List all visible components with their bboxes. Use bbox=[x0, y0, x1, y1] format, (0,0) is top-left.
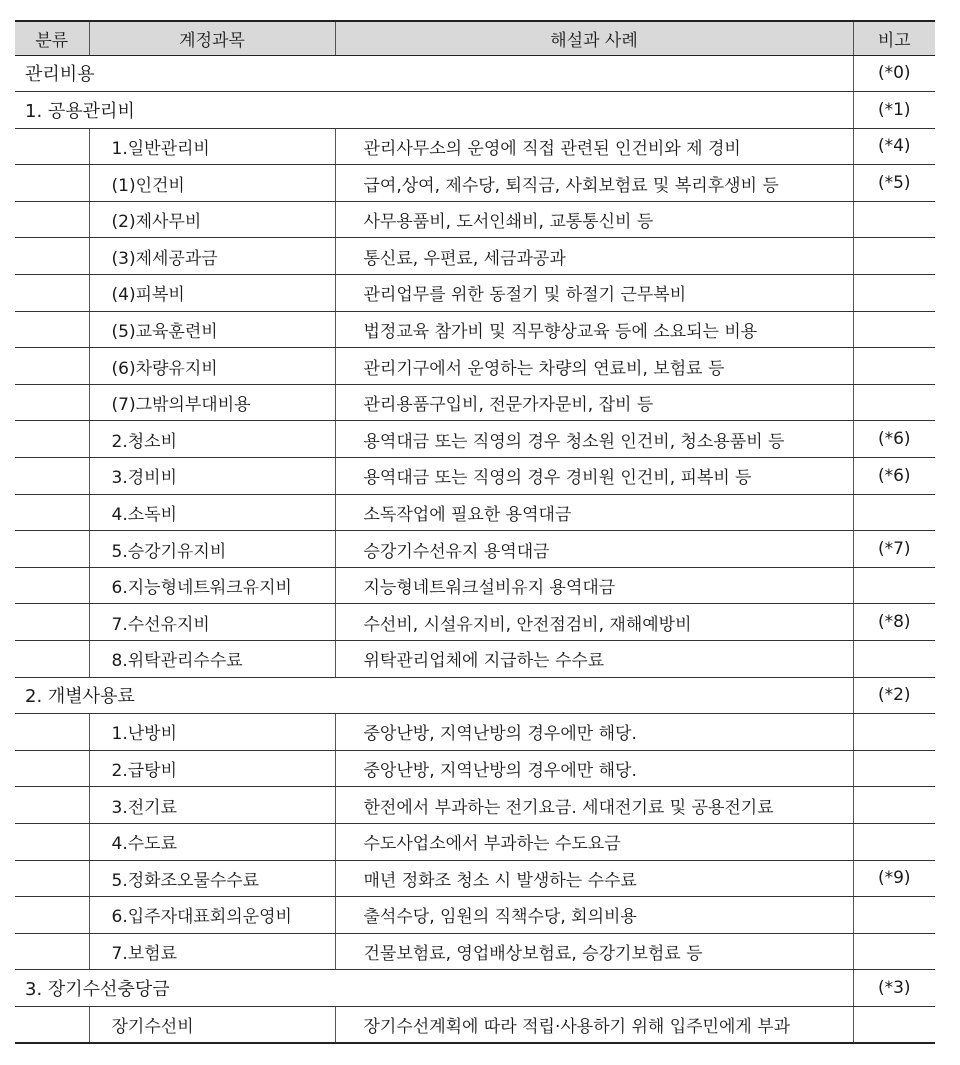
note-cell: (*6) bbox=[853, 458, 935, 495]
description-cell: 건물보험료, 영업배상보험료, 승강기보험료 등 bbox=[335, 933, 853, 970]
section-label: 3. 장기수선충당금 bbox=[15, 970, 853, 1007]
note-cell bbox=[853, 494, 935, 531]
category-indent-cell bbox=[15, 311, 89, 348]
table-row bbox=[15, 750, 935, 787]
table-row bbox=[15, 311, 935, 348]
description-cell: 통신료, 우편료, 세금과공과 bbox=[335, 238, 853, 275]
description-cell: 중앙난방, 지역난방의 경우에만 해당. bbox=[335, 750, 853, 787]
note-cell bbox=[853, 1006, 935, 1043]
table-row bbox=[15, 201, 935, 238]
note-cell bbox=[853, 275, 935, 312]
description-cell: 수선비, 시설유지비, 안전점검비, 재해예방비 bbox=[335, 604, 853, 641]
category-indent-cell bbox=[15, 897, 89, 934]
category-indent-cell bbox=[15, 531, 89, 568]
description-cell: 승강기수선유지 용역대금 bbox=[335, 531, 853, 568]
table-header bbox=[15, 21, 935, 55]
table-row bbox=[15, 787, 935, 824]
category-indent-cell bbox=[15, 384, 89, 421]
category-indent-cell bbox=[15, 458, 89, 495]
category-indent-cell bbox=[15, 860, 89, 897]
account-cell: 8.위탁관리수수료 bbox=[89, 641, 335, 678]
section-row bbox=[15, 970, 935, 1007]
account-cell: 7.보험료 bbox=[89, 933, 335, 970]
section-label: 2. 개별사용료 bbox=[15, 677, 853, 714]
description-cell: 지능형네트워크설비유지 용역대금 bbox=[335, 567, 853, 604]
note-cell bbox=[853, 348, 935, 385]
table-row bbox=[15, 897, 935, 934]
account-cell: 6.입주자대표회의운영비 bbox=[89, 897, 335, 934]
category-indent-cell bbox=[15, 750, 89, 787]
category-indent-cell bbox=[15, 787, 89, 824]
note-cell: (*7) bbox=[853, 531, 935, 568]
table-row bbox=[15, 933, 935, 970]
note-cell bbox=[853, 311, 935, 348]
category-indent-cell bbox=[15, 567, 89, 604]
description-cell: 용역대금 또는 직영의 경우 청소원 인건비, 청소용품비 등 bbox=[335, 421, 853, 458]
category-indent-cell bbox=[15, 128, 89, 165]
account-cell: 4.수도료 bbox=[89, 823, 335, 860]
table-row bbox=[15, 604, 935, 641]
table-row bbox=[15, 641, 935, 678]
note-cell bbox=[853, 823, 935, 860]
category-indent-cell bbox=[15, 823, 89, 860]
account-cell: 6.지능형네트워크유지비 bbox=[89, 567, 335, 604]
category-indent-cell bbox=[15, 421, 89, 458]
account-cell: (2)제사무비 bbox=[89, 201, 335, 238]
category-indent-cell bbox=[15, 604, 89, 641]
account-cell: 5.정화조오물수수료 bbox=[89, 860, 335, 897]
note-cell: (*2) bbox=[853, 677, 935, 714]
account-cell: (5)교육훈련비 bbox=[89, 311, 335, 348]
account-cell: (4)피복비 bbox=[89, 275, 335, 312]
description-cell: 용역대금 또는 직영의 경우 경비원 인건비, 피복비 등 bbox=[335, 458, 853, 495]
description-cell: 출석수당, 임원의 직책수당, 회의비용 bbox=[335, 897, 853, 934]
table-row bbox=[15, 1006, 935, 1043]
description-cell: 관리기구에서 운영하는 차량의 연료비, 보험료 등 bbox=[335, 348, 853, 385]
account-cell: 2.청소비 bbox=[89, 421, 335, 458]
section-row bbox=[15, 55, 935, 92]
note-cell bbox=[853, 750, 935, 787]
note-cell bbox=[853, 384, 935, 421]
category-indent-cell bbox=[15, 494, 89, 531]
note-cell bbox=[853, 238, 935, 275]
description-cell: 사무용품비, 도서인쇄비, 교통통신비 등 bbox=[335, 201, 853, 238]
section-label: 관리비용 bbox=[15, 55, 853, 92]
description-cell: 장기수선계획에 따라 적립·사용하기 위해 입주민에게 부과 bbox=[335, 1006, 853, 1043]
note-cell: (*3) bbox=[853, 970, 935, 1007]
table-row bbox=[15, 567, 935, 604]
account-cell: 2.급탕비 bbox=[89, 750, 335, 787]
table-row bbox=[15, 421, 935, 458]
table-body bbox=[15, 55, 935, 1043]
category-indent-cell bbox=[15, 201, 89, 238]
table-row bbox=[15, 165, 935, 202]
account-cell: 5.승강기유지비 bbox=[89, 531, 335, 568]
account-cell: (7)그밖의부대비용 bbox=[89, 384, 335, 421]
account-cell: 3.전기료 bbox=[89, 787, 335, 824]
header-row bbox=[15, 21, 935, 55]
table-row bbox=[15, 128, 935, 165]
ledger-container bbox=[15, 20, 935, 1044]
description-cell: 관리업무를 위한 동절기 및 하절기 근무복비 bbox=[335, 275, 853, 312]
description-cell: 수도사업소에서 부과하는 수도요금 bbox=[335, 823, 853, 860]
note-cell bbox=[853, 714, 935, 751]
account-cell: (1)인건비 bbox=[89, 165, 335, 202]
description-cell: 위탁관리업체에 지급하는 수수료 bbox=[335, 641, 853, 678]
description-cell: 관리용품구입비, 전문가자문비, 잡비 등 bbox=[335, 384, 853, 421]
note-cell: (*9) bbox=[853, 860, 935, 897]
description-cell: 매년 정화조 청소 시 발생하는 수수료 bbox=[335, 860, 853, 897]
section-label: 1. 공용관리비 bbox=[15, 92, 853, 129]
note-cell: (*6) bbox=[853, 421, 935, 458]
account-cell: 1.일반관리비 bbox=[89, 128, 335, 165]
table-row bbox=[15, 348, 935, 385]
note-cell bbox=[853, 787, 935, 824]
account-cell: (3)제세공과금 bbox=[89, 238, 335, 275]
note-cell bbox=[853, 641, 935, 678]
category-indent-cell bbox=[15, 714, 89, 751]
note-cell: (*0) bbox=[853, 55, 935, 92]
header-note: 비고 bbox=[853, 21, 935, 55]
note-cell bbox=[853, 933, 935, 970]
note-cell: (*8) bbox=[853, 604, 935, 641]
category-indent-cell bbox=[15, 238, 89, 275]
section-row bbox=[15, 677, 935, 714]
table-row bbox=[15, 531, 935, 568]
header-category: 분류 bbox=[15, 21, 89, 55]
note-cell: (*1) bbox=[853, 92, 935, 129]
description-cell: 중앙난방, 지역난방의 경우에만 해당. bbox=[335, 714, 853, 751]
category-indent-cell bbox=[15, 165, 89, 202]
table-row bbox=[15, 714, 935, 751]
header-description: 해설과 사례 bbox=[335, 21, 853, 55]
description-cell: 한전에서 부과하는 전기요금. 세대전기료 및 공용전기료 bbox=[335, 787, 853, 824]
table-row bbox=[15, 238, 935, 275]
category-indent-cell bbox=[15, 348, 89, 385]
description-cell: 급여,상여, 제수당, 퇴직금, 사회보험료 및 복리후생비 등 bbox=[335, 165, 853, 202]
note-cell bbox=[853, 567, 935, 604]
category-indent-cell bbox=[15, 275, 89, 312]
note-cell bbox=[853, 897, 935, 934]
table-row bbox=[15, 275, 935, 312]
category-indent-cell bbox=[15, 933, 89, 970]
table-row bbox=[15, 458, 935, 495]
account-classification-table bbox=[15, 20, 935, 1044]
category-indent-cell bbox=[15, 641, 89, 678]
account-cell: 장기수선비 bbox=[89, 1006, 335, 1043]
description-cell: 법정교육 참가비 및 직무향상교육 등에 소요되는 비용 bbox=[335, 311, 853, 348]
table-row bbox=[15, 384, 935, 421]
description-cell: 소독작업에 필요한 용역대금 bbox=[335, 494, 853, 531]
account-cell: 4.소독비 bbox=[89, 494, 335, 531]
account-cell: 1.난방비 bbox=[89, 714, 335, 751]
table-row bbox=[15, 823, 935, 860]
header-account: 계정과목 bbox=[89, 21, 335, 55]
description-cell: 관리사무소의 운영에 직접 관련된 인건비와 제 경비 bbox=[335, 128, 853, 165]
note-cell: (*5) bbox=[853, 165, 935, 202]
account-cell: 3.경비비 bbox=[89, 458, 335, 495]
account-cell: 7.수선유지비 bbox=[89, 604, 335, 641]
section-row bbox=[15, 92, 935, 129]
table-row bbox=[15, 494, 935, 531]
note-cell: (*4) bbox=[853, 128, 935, 165]
category-indent-cell bbox=[15, 1006, 89, 1043]
note-cell bbox=[853, 201, 935, 238]
account-cell: (6)차량유지비 bbox=[89, 348, 335, 385]
table-row bbox=[15, 860, 935, 897]
